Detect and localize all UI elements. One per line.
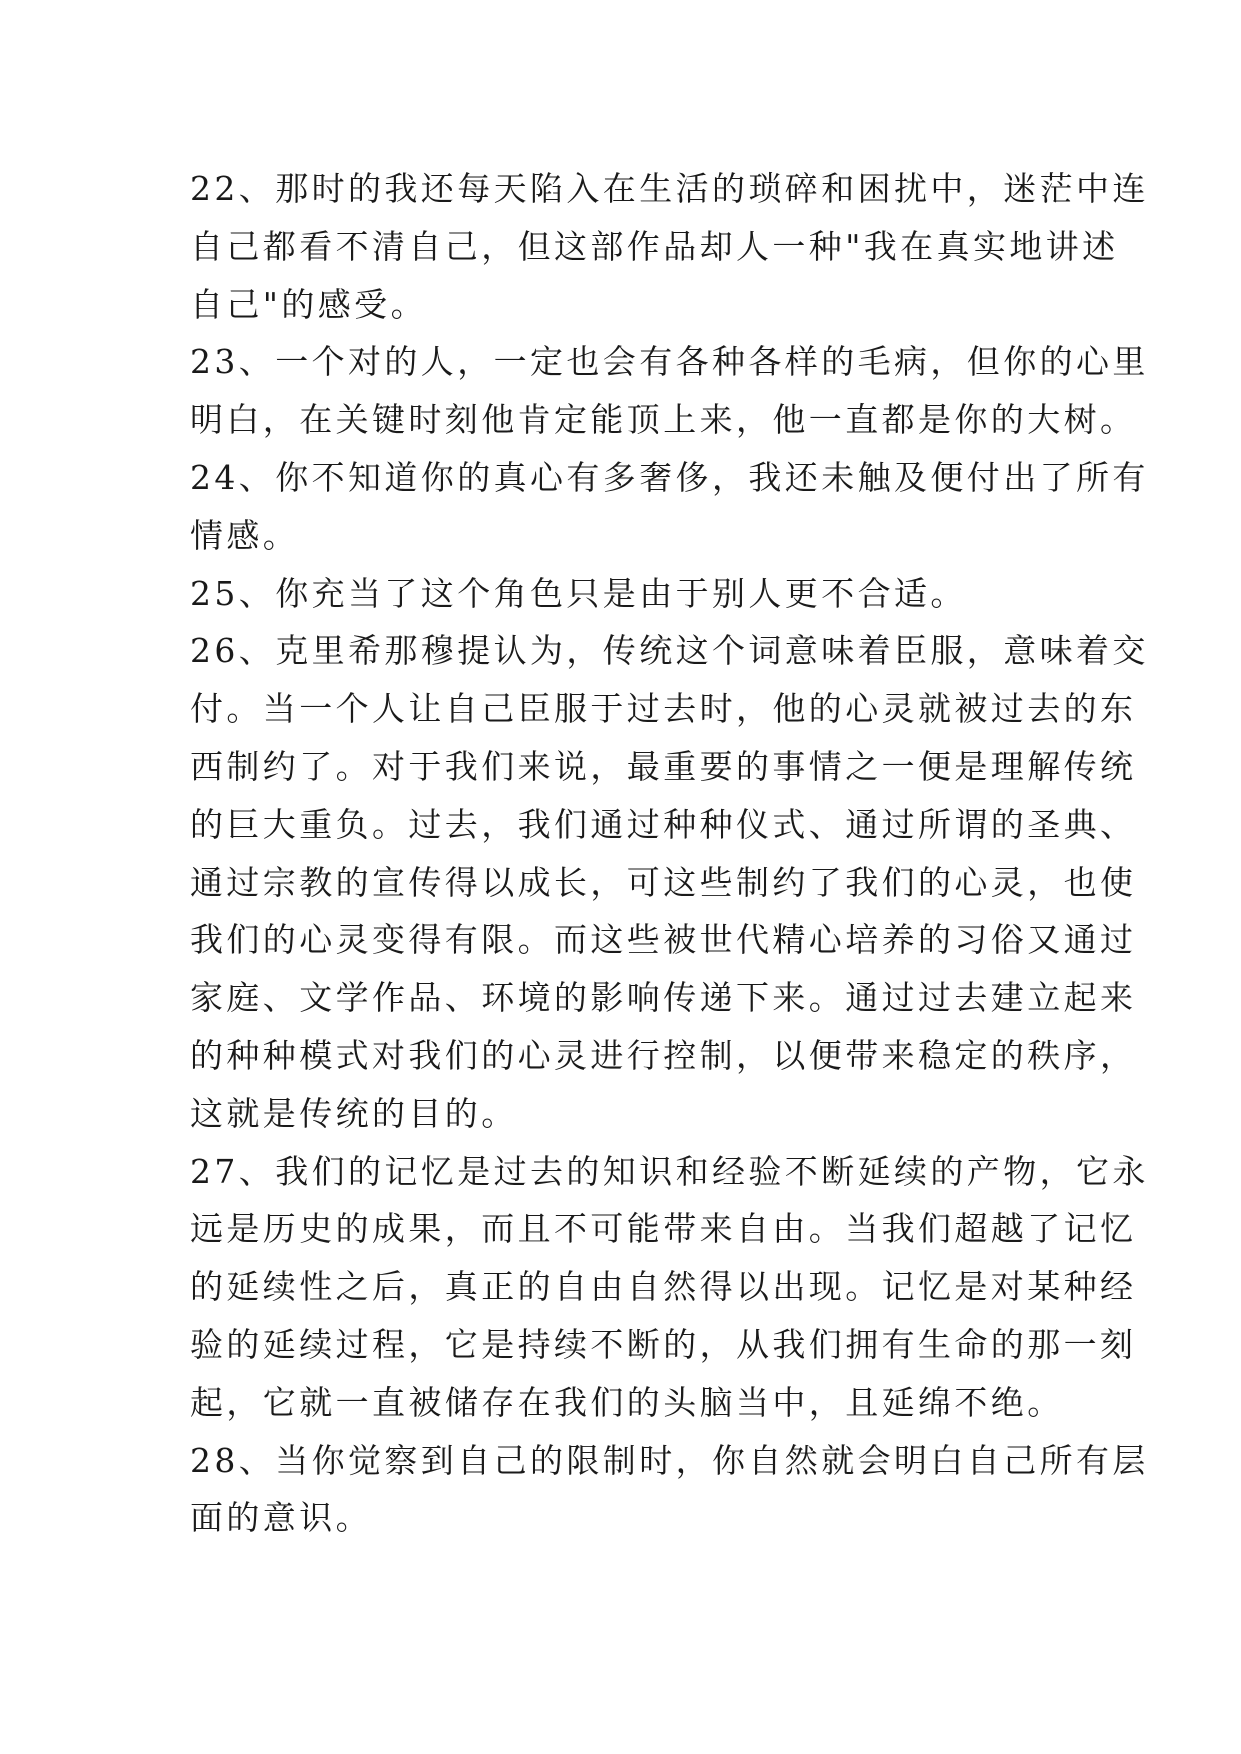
paragraph-28 [190, 1432, 1149, 1548]
text-line: 通过宗教的宣传得以成长，可这些制约了我们的心灵，也使 [190, 862, 1137, 902]
text-line: 面的意识。 [190, 1498, 372, 1538]
text-line: 付。当一个人让自己臣服于过去时，他的心灵就被过去的东 [190, 689, 1137, 729]
text-line: 26、克里希那穆提认为，传统这个词意味着臣服，意味着交 [190, 631, 1149, 671]
text-line: 28、当你觉察到自己的限制时，你自然就会明白自己所有层 [190, 1440, 1149, 1480]
text-line: 24、你不知道你的真心有多奢侈，我还未触及便付出了所有 [190, 457, 1149, 497]
text-line: 验的延续过程，它是持续不断的，从我们拥有生命的那一刻 [190, 1324, 1137, 1364]
text-line: 的延续性之后，真正的自由自然得以出现。记忆是对某种经 [190, 1267, 1137, 1307]
paragraph-22 [190, 160, 1149, 333]
text-line: 西制约了。对于我们来说，最重要的事情之一便是理解传统 [190, 746, 1137, 786]
text-line: 情感。 [190, 515, 300, 555]
text-line: 自己"的感受。 [190, 284, 427, 324]
text-line: 25、你充当了这个角色只是由于别人更不合适。 [190, 573, 967, 613]
text-line: 自己都看不清自己，但这部作品却人一种"我在真实地讲述 [190, 226, 1119, 266]
paragraph-24 [190, 449, 1149, 565]
text-line: 27、我们的记忆是过去的知识和经验不断延续的产物，它永 [190, 1151, 1149, 1191]
text-line: 23、一个对的人，一定也会有各种各样的毛病，但你的心里 [190, 342, 1149, 382]
text-line: 我们的心灵变得有限。而这些被世代精心培养的习俗又通过 [190, 920, 1137, 960]
document-body [190, 160, 1149, 1547]
paragraph-25 [190, 565, 1052, 623]
text-line: 的种种模式对我们的心灵进行控制，以便带来稳定的秩序， [190, 1035, 1137, 1075]
paragraph-23 [190, 333, 1149, 449]
text-line: 家庭、文学作品、环境的影响传递下来。通过过去建立起来 [190, 978, 1137, 1018]
text-line: 这就是传统的目的。 [190, 1093, 518, 1133]
text-line: 明白，在关键时刻他肯定能顶上来，他一直都是你的大树。 [190, 400, 1137, 440]
text-line: 22、那时的我还每天陷入在生活的琐碎和困扰中，迷茫中连 [190, 169, 1149, 208]
paragraph-26 [190, 622, 1149, 1142]
text-line: 的巨大重负。过去，我们通过种种仪式、通过所谓的圣典、 [190, 804, 1137, 844]
text-line: 远是历史的成果，而且不可能带来自由。当我们超越了记忆 [190, 1209, 1137, 1249]
paragraph-27 [190, 1143, 1149, 1432]
text-line: 起，它就一直被储存在我们的头脑当中，且延绵不绝。 [190, 1382, 1064, 1422]
